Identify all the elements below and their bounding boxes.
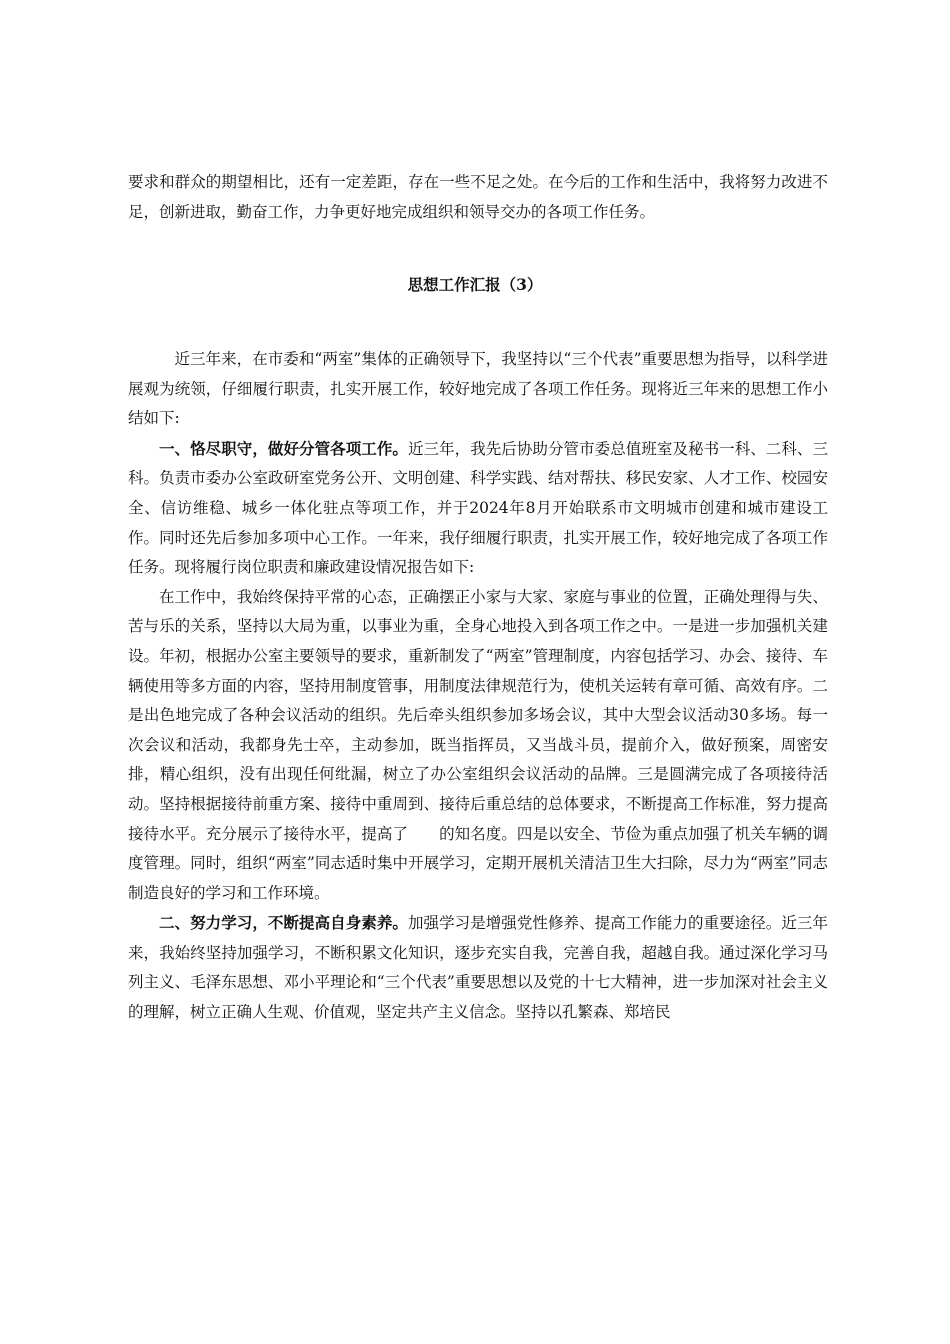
intro-paragraph: 近三年来，在市委和“两室”集体的正确领导下，我坚持以“三个代表”重要思想为指导，以科学进展观为统领，仔细履行职责，扎实开展工作，较好地完成了各项工作任务。现将近三年来的思想工作小结如下:: [128, 350, 828, 428]
section-2-heading: 二、努力学习，不断提高自身素养。: [159, 913, 408, 933]
continuation-paragraph: 要求和群众的期望相比，还有一定差距，存在一些不足之处。在今后的工作和生活中，我将努力改进不足，创新进取，勤奋工作，力争更好地完成组织和领导交办的各项工作任务。: [128, 173, 828, 221]
section-2-text: 加强学习是增强党性修养、提高工作能力的重要途径。近三年来，我始终坚持加强学习，不断积累文化知识，逐步充实自我，完善自我，超越自我。通过深化学习马列主义、毛泽东思想、邓小平理论和“三个代表”重要思想以及党的十七大精神，进一步加深对社会主义的理解，树立正确人生观、价值观，坚定共产主义信念。坚持以孔繁森、郑培民: [128, 914, 828, 1022]
section-2-paragraph: [128, 908, 828, 1027]
report-body: [128, 345, 828, 1028]
report-title: 思想工作汇报（3）: [407, 275, 543, 294]
section-1-paragraph: [128, 434, 828, 583]
work-paragraph: 在工作中，我始终保持平常的心态，正确摆正小家与大家、家庭与事业的位置，正确处理得与失、苦与乐的关系，坚持以大局为重，以事业为重，全身心地投入到各项工作之中。一是进一步加强机关建设。年初，根据办公室主要领导的要求，重新制发了“两室”管理制度，内容包括学习、办会、接待、车辆使用等多方面的内容，坚持用制度管事，用制度法律规范行为，使机关运转有章可循、高效有序。二是出色地完成了各种会议活动的组织。先后牵头组织参加多场会议，其中大型会议活动30多场。每一次会议和活动，我都身先士卒，主动参加，既当指挥员，又当战斗员，提前介入，做好预案，周密安排，精心组织，没有出现任何纰漏，树立了办公室组织会议活动的品牌。三是圆满完成了各项接待活动。坚持根据接待前重方案、接待中重周到、接待后重总结的总体要求，不断提高工作标准，努力提高接待水平。充分展示了接待水平，提高了 的知名度。四是以安全、节俭为重点加强了机关车辆的调度管理。同时，组织“两室”同志适时集中开展学习，定期开展机关清洁卫生大扫除，尽力为“两室”同志制造良好的学习和工作环境。: [128, 587, 828, 902]
section-1-heading: 一、恪尽职守，做好分管各项工作。: [159, 438, 408, 458]
section-1-text: 近三年，我先后协助分管市委总值班室及秘书一科、二科、三科。负责市委办公室政研室党务公开、文明创建、科学实践、结对帮扶、移民安家、人才工作、校园安全、信访维稳、城乡一体化驻点等项工作，并于2024年8月开始联系市文明城市创建和城市建设工作。同时还先后参加多项中心工作。一年来，我仔细履行职责，扎实开展工作，较好地完成了各项工作任务。现将履行岗位职责和廉政建设情况报告如下:: [128, 439, 828, 577]
